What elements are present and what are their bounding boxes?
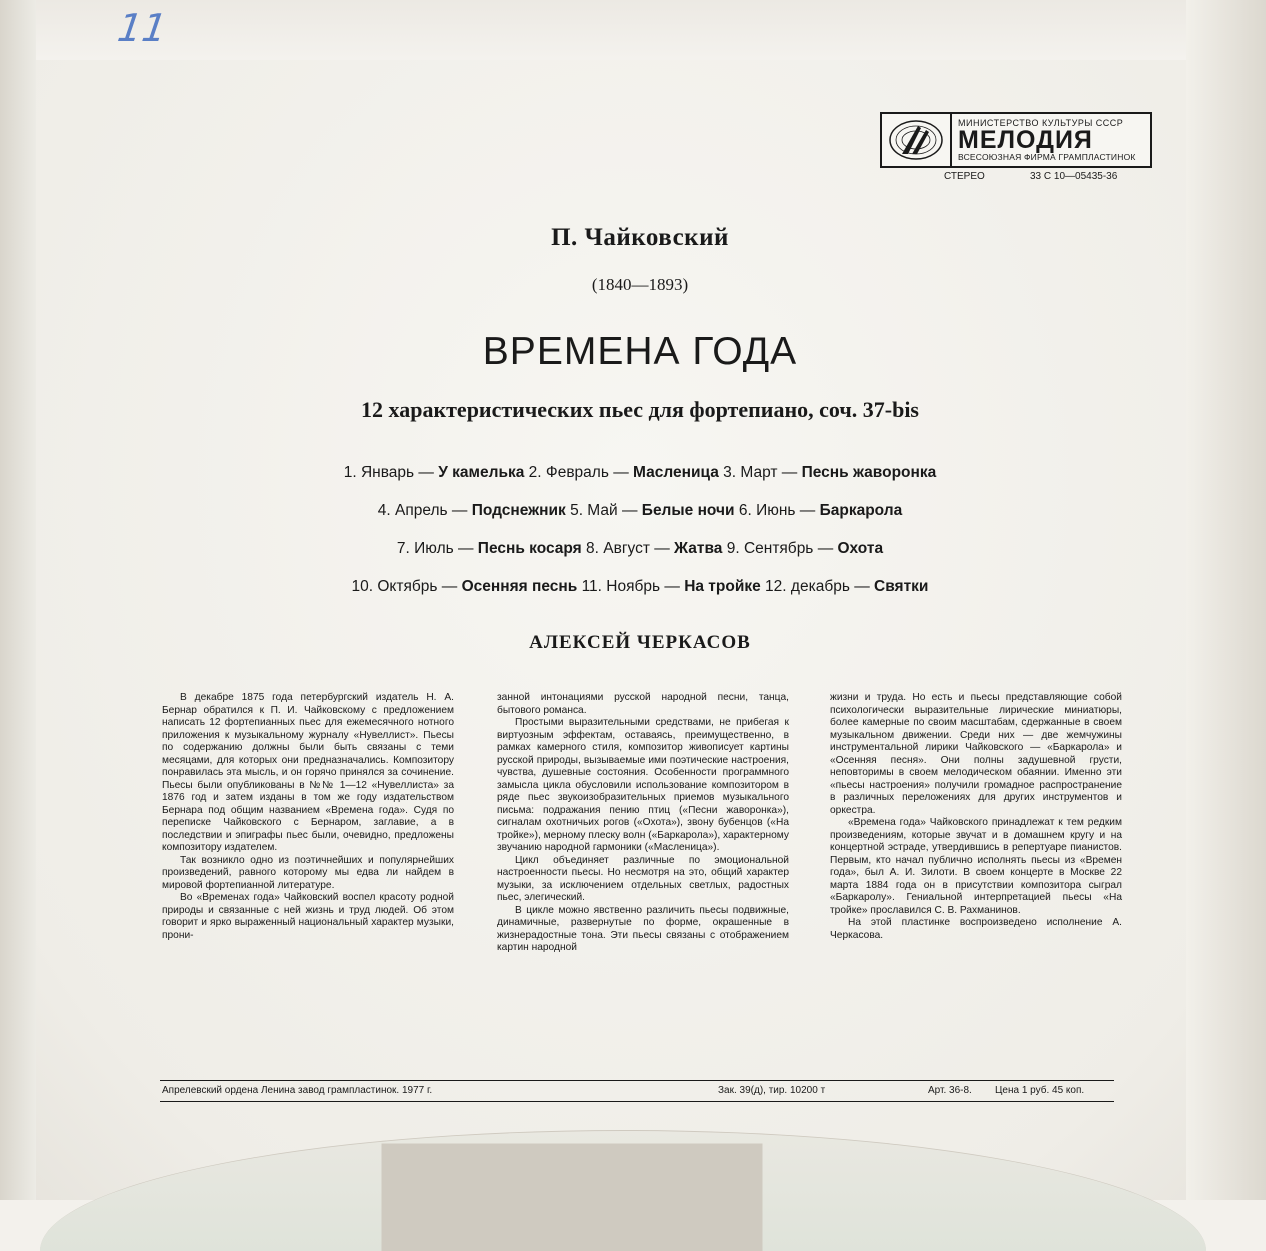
track-month: 12. декабрь — <box>760 578 875 595</box>
track-month: 11. Ноябрь — <box>577 578 685 595</box>
logo-text-block <box>952 114 1150 166</box>
liner-paragraph: Во «Временах года» Чайковский воспел красоту родной природы и связанные с ней жизнь и труд людей. Об этом говорит и ярко выраженный национальный характер музыки, прони- <box>162 892 454 941</box>
track-name: Масленица <box>633 464 719 481</box>
track-month: 5. Май — <box>565 502 642 519</box>
footer-price: Цена 1 руб. 45 коп. <box>995 1085 1085 1096</box>
liner-paragraph: Так возникло одно из поэтичнейших и популярнейших произведений, равного которому мы едва ли найдем в мировой фортепианной литературе. <box>162 854 454 891</box>
track-name: У камелька <box>438 464 525 481</box>
tracklist-line <box>160 500 1120 538</box>
track-name: Охота <box>837 540 884 557</box>
track-month: 8. Август — <box>581 540 675 557</box>
tracklist-line <box>160 538 1120 576</box>
track-month: 3. Март — <box>718 464 802 481</box>
track-name: Баркарола <box>819 502 903 519</box>
sleeve-left-flap <box>0 0 36 1200</box>
track-name: Подснежник <box>471 502 566 519</box>
footer-rule-bottom <box>160 1101 1114 1102</box>
liner-paragraph: В цикле можно явственно различить пьесы подвижные, динамичные, развернутые по форме, окрашенные в жизнерадостные тона. Эти пьесы связаны с отображением картин народной <box>497 904 789 953</box>
track-month: 9. Сентябрь — <box>722 540 838 557</box>
sleeve-right-flap <box>1186 0 1266 1200</box>
track-name: Жатва <box>674 540 723 557</box>
album-title: ВРЕМЕНА ГОДА <box>482 330 798 373</box>
tracklist <box>160 462 1120 614</box>
track-name: Песнь жаворонка <box>801 464 937 481</box>
liner-paragraph: Цикл объединяет различные по эмоциональной настроенности пьесы. Но несмотря на это, общий характер музыки, за исключением отдельных светлых, радостных пьес, элегический. <box>497 854 789 903</box>
stereo-label: СТЕРЕО <box>944 171 985 182</box>
liner-paragraph: В декабре 1875 года петербургский издатель Н. А. Бернар обратился к П. И. Чайковскому с предложением написать 12 фортепианных пьес для ежемесячного нотного приложения к музыкальному журналу «Нувеллист». Пьесы по содержанию должны были быть связаны с теми месяцами, для которых они предназначались. Композитору понравилась эта мысль, и он горячо принялся за сочинение. Пьесы были опубликованы в №№ 1—12 «Нувеллиста» за 1876 год и затем изданы в том же году издательством Бернара под общим названием «Времена года». Судя по переписке Чайковского с Бернаром, заглавие, а в последствии и эпиграфы пьес были, очевидно, предложены композитору издателем. <box>162 692 454 853</box>
liner-notes-column-3 <box>830 692 1122 942</box>
track-month: 10. Октябрь — <box>351 578 462 595</box>
sleeve-top-fold <box>36 0 1186 60</box>
track-name: Святки <box>874 578 929 595</box>
tracklist-line <box>160 576 1120 614</box>
catalog-number: 33 С 10—05435-36 <box>1030 171 1118 182</box>
footer-article: Арт. 36-8. <box>928 1085 972 1096</box>
track-name: Осенняя песнь <box>461 578 578 595</box>
liner-notes-column-2 <box>497 692 789 955</box>
composer-name: П. Чайковский <box>551 224 729 251</box>
footer-order: Зак. 39(д), тир. 10200 т <box>718 1085 826 1096</box>
liner-paragraph: На этой пластинке воспроизведено исполнение А. Черкасова. <box>830 917 1122 941</box>
track-name: На тройке <box>684 578 761 595</box>
logo-brand: МЕЛОДИЯ <box>958 126 1093 154</box>
handwritten-number: 11 <box>114 6 170 50</box>
liner-paragraph: «Времена года» Чайковского принадлежат к тем редким произведениям, которые звучат и в домашнем кругу и на концертной эстраде, утвердившись в репертуаре пианистов. Первым, кто начал публично исполнять пьесы из «Времен года», был А. И. Зилоти. В своем концерте в Москве 22 марта 1884 года он в присутствии композитора сыграл «Баркаролу». Гениальной интерпретацией пьесы «На тройке» прославился С. В. Рахманинов. <box>830 817 1122 916</box>
footer-plant: Апрелевский ордена Ленина завод грампластинок. 1977 г. <box>162 1085 433 1096</box>
album-subtitle: 12 характеристических пьес для фортепиано, соч. 37-bis <box>361 397 919 422</box>
liner-notes-column-1 <box>162 692 454 942</box>
melodiya-logo <box>880 112 1152 168</box>
footer-rule-top <box>160 1080 1114 1081</box>
track-month: 6. Июнь — <box>734 502 820 519</box>
performer-name: АЛЕКСЕЙ ЧЕРКАСОВ <box>529 632 751 653</box>
liner-paragraph: жизни и труда. Но есть и пьесы представляющие собой психологически выразительные лирические миниатюры, более камерные по своим масштабам, сдержанные в своем музыкальном движении. Среди них — две жемчужины инструментальной лирики Чайковского — «Баркарола» и «Осенняя песня». Они полны задушевной грусти, неповторимы в своем мелодическом обаянии. Именно эти «пьесы настроения» получили громадное распространение в различных переложениях для других инструментов и оркестра. <box>830 692 1122 816</box>
tracklist-line <box>160 462 1120 500</box>
composer-years: (1840—1893) <box>591 275 689 294</box>
track-month: 7. Июль — <box>396 540 478 557</box>
track-name: Белые ночи <box>641 502 735 519</box>
liner-paragraph: занной интонациями русской народной песни, танца, бытового романса. <box>497 692 789 716</box>
track-name: Песнь косаря <box>477 540 582 557</box>
logo-firm: ВСЕСОЮЗНАЯ ФИРМА ГРАМПЛАСТИНОК <box>958 152 1136 162</box>
track-month: 1. Январь — <box>343 464 439 481</box>
track-month: 2. Февраль — <box>524 464 634 481</box>
liner-paragraph: Простыми выразительными средствами, не прибегая к виртуозным эффектам, оставаясь, преимущественно, в рамках камерного стиля, композитор живописует картины русской природы, вызываемые ими поэтические настроения, чувства, душевные состояния. Особенности программного замысла цикла обусловили использование композитором в ряде пьес звукоизобразительных приемов музыкального письма: подражания пению птиц («Песни жаворонка»), сигналам охотничьих рогов («Охота»), звону бубенцов («На тройке»), мерному плеску волн («Баркарола»), характерному звучанию народной гармоники («Масленица»). <box>497 717 789 853</box>
logo-ministry: МИНИСТЕРСТВО КУЛЬТУРЫ СССР <box>958 118 1124 128</box>
track-month: 4. Апрель — <box>377 502 472 519</box>
melodiya-emblem-icon <box>882 114 952 166</box>
